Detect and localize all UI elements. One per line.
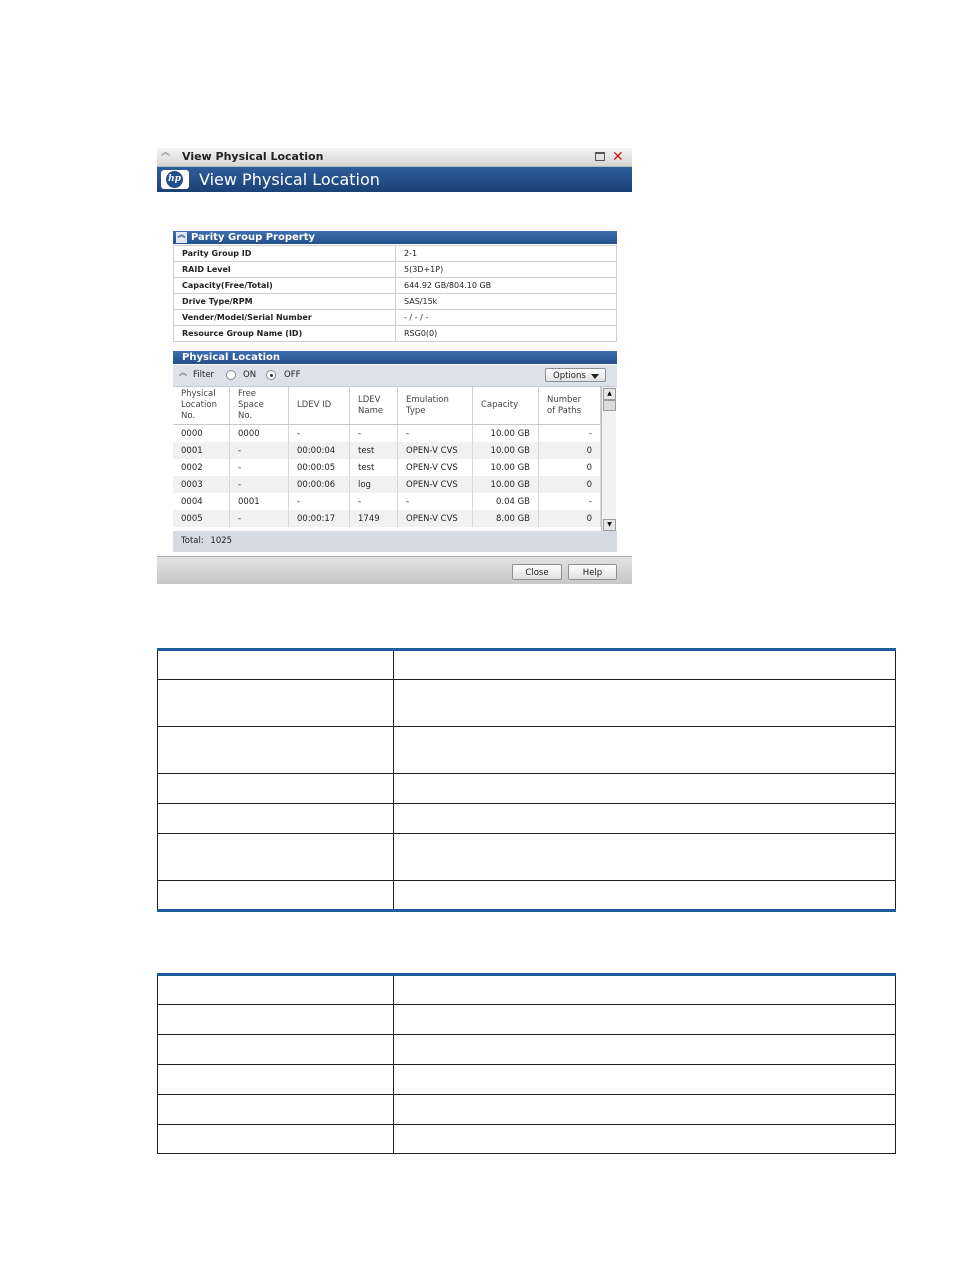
table-cell (158, 1125, 394, 1154)
close-button[interactable]: Close (512, 564, 562, 580)
cell-physical-location-no: 0004 (173, 493, 230, 510)
header-line: Number (547, 394, 582, 405)
cell-emulation-type: OPEN-V CVS (398, 459, 473, 476)
cell-capacity: 8.00 GB (473, 510, 539, 527)
table-header-row (158, 975, 896, 1005)
cell-capacity: 0.04 GB (473, 493, 539, 510)
scroll-down-icon[interactable]: ▼ (603, 519, 616, 531)
column-header-emulation-type[interactable] (398, 387, 473, 425)
cell-ldev-name: log (350, 476, 398, 493)
table-cell (394, 1095, 896, 1125)
document-table-1 (157, 648, 896, 912)
cell-capacity: 10.00 GB (473, 459, 539, 476)
property-label: Resource Group Name (ID) (174, 326, 396, 342)
header-line: LDEV (358, 394, 381, 405)
cell-emulation-type: OPEN-V CVS (398, 442, 473, 459)
table-row (158, 1095, 896, 1125)
table-row[interactable] (173, 459, 601, 476)
table-row (158, 727, 896, 774)
cell-ldev-name: - (350, 493, 398, 510)
column-header-free-space-no[interactable] (230, 387, 289, 425)
physical-location-grid (173, 387, 617, 531)
property-value: SAS/15k (396, 294, 617, 310)
cell-emulation-type: OPEN-V CVS (398, 476, 473, 493)
parity-group-property-table (173, 245, 617, 342)
options-label: Options (553, 371, 586, 381)
column-header-ldev-id[interactable] (289, 387, 350, 425)
hp-logo-mark: hp (166, 171, 183, 188)
property-value: 644.92 GB/804.10 GB (396, 278, 617, 294)
table-row (158, 1065, 896, 1095)
cell-capacity: 10.00 GB (473, 476, 539, 493)
header-cell (394, 975, 896, 1005)
expand-filter-icon[interactable]: ︽ (179, 368, 187, 377)
property-row (174, 246, 617, 262)
column-header-ldev-name[interactable] (350, 387, 398, 425)
table-cell (394, 1035, 896, 1065)
table-cell (158, 680, 394, 727)
cell-ldev-name: test (350, 442, 398, 459)
cell-number-of-paths: - (539, 493, 601, 510)
table-row[interactable] (173, 425, 601, 443)
table-cell (394, 804, 896, 834)
cell-ldev-id: - (289, 493, 350, 510)
options-dropdown[interactable] (545, 368, 606, 382)
header-line: Location (181, 400, 217, 410)
property-row (174, 278, 617, 294)
property-row (174, 294, 617, 310)
help-button[interactable]: Help (568, 564, 617, 580)
banner-title: View Physical Location (199, 170, 380, 189)
header-line: Name (358, 405, 384, 416)
table-cell (158, 881, 394, 911)
table-row[interactable] (173, 510, 601, 527)
table-cell (394, 834, 896, 881)
header-cell (158, 650, 394, 680)
column-header-capacity[interactable] (473, 387, 539, 425)
total-value: 1025 (210, 536, 233, 546)
total-label: Total: (181, 536, 204, 546)
header-cell (158, 975, 394, 1005)
table-cell (394, 774, 896, 804)
header-line: No. (238, 411, 253, 421)
parity-group-property-header[interactable] (173, 231, 617, 244)
property-value: 5(3D+1P) (396, 262, 617, 278)
cell-physical-location-no: 0000 (173, 425, 230, 443)
cell-physical-location-no: 0002 (173, 459, 230, 476)
column-header-physical-location-no[interactable] (173, 387, 230, 425)
cell-ldev-id: 00:00:06 (289, 476, 350, 493)
cell-ldev-id: 00:00:17 (289, 510, 350, 527)
table-row (158, 1125, 896, 1154)
filter-off-radio[interactable] (266, 370, 276, 380)
table-cell (158, 1005, 394, 1035)
table-cell (158, 834, 394, 881)
cell-emulation-type: - (398, 425, 473, 443)
cell-physical-location-no: 0003 (173, 476, 230, 493)
table-cell (394, 680, 896, 727)
cell-emulation-type: OPEN-V CVS (398, 510, 473, 527)
table-row (158, 1005, 896, 1035)
header-cell (394, 650, 896, 680)
header-line: of Paths (547, 405, 581, 416)
cell-number-of-paths: 0 (539, 459, 601, 476)
table-row (158, 881, 896, 911)
caret-down-icon (591, 374, 599, 379)
window-title: View Physical Location (182, 150, 324, 163)
header-line: Capacity (481, 400, 519, 410)
cell-physical-location-no: 0005 (173, 510, 230, 527)
column-header-number-of-paths[interactable] (539, 387, 601, 425)
cell-capacity: 10.00 GB (473, 442, 539, 459)
property-row (174, 326, 617, 342)
dialog-banner (157, 167, 632, 192)
view-physical-location-dialog (157, 148, 632, 583)
table-cell (158, 1095, 394, 1125)
table-row[interactable] (173, 476, 601, 493)
property-label: Capacity(Free/Total) (174, 278, 396, 294)
table-cell (158, 774, 394, 804)
table-cell (158, 1065, 394, 1095)
window-titlebar (157, 148, 632, 167)
total-bar (173, 531, 617, 552)
table-cell (394, 881, 896, 911)
filter-on-radio[interactable] (226, 370, 236, 380)
cell-physical-location-no: 0001 (173, 442, 230, 459)
header-line: Physical (181, 389, 216, 399)
table-row (158, 834, 896, 881)
table-row (158, 804, 896, 834)
property-value: - / - / - (396, 310, 617, 326)
table-cell (394, 1125, 896, 1154)
cell-number-of-paths: 0 (539, 442, 601, 459)
cell-ldev-name: - (350, 425, 398, 443)
cell-free-space-no: - (230, 459, 289, 476)
physical-location-table (173, 387, 601, 527)
table-cell (158, 804, 394, 834)
property-value: RSG0(0) (396, 326, 617, 342)
property-value: 2-1 (396, 246, 617, 262)
cell-free-space-no: - (230, 510, 289, 527)
filter-off-label[interactable]: OFF (284, 370, 301, 380)
cell-free-space-no: - (230, 476, 289, 493)
filter-label: Filter (193, 370, 215, 380)
table-row[interactable] (173, 493, 601, 510)
property-label: Vender/Model/Serial Number (174, 310, 396, 326)
header-line: No. (181, 411, 196, 421)
table-row (158, 774, 896, 804)
cell-ldev-id: 00:00:05 (289, 459, 350, 476)
vertical-scrollbar[interactable] (601, 387, 616, 531)
table-cell (158, 727, 394, 774)
header-line: Space (238, 400, 264, 410)
cell-emulation-type: - (398, 493, 473, 510)
table-cell (394, 1005, 896, 1035)
property-label: Drive Type/RPM (174, 294, 396, 310)
table-cell (158, 1035, 394, 1065)
maximize-icon[interactable] (595, 152, 605, 161)
scroll-up-icon[interactable]: ▲ (603, 388, 616, 400)
cell-free-space-no: 0001 (230, 493, 289, 510)
collapse-section-icon[interactable]: ︽ (176, 232, 187, 243)
table-cell (394, 727, 896, 774)
dialog-content (157, 192, 632, 556)
header-line: Type (406, 405, 426, 416)
collapse-icon[interactable]: ︽ (161, 148, 171, 158)
cell-ldev-name: test (350, 459, 398, 476)
cell-ldev-id: 00:00:04 (289, 442, 350, 459)
property-label: Parity Group ID (174, 246, 396, 262)
table-row[interactable] (173, 442, 601, 459)
close-icon[interactable]: ✕ (612, 149, 624, 165)
table-header-row (158, 650, 896, 680)
cell-number-of-paths: - (539, 425, 601, 443)
scroll-thumb[interactable] (603, 400, 616, 411)
property-label: RAID Level (174, 262, 396, 278)
header-line: Emulation (406, 394, 449, 405)
header-line: LDEV ID (297, 400, 332, 410)
table-row (158, 680, 896, 727)
physical-location-header (173, 351, 617, 364)
section-title: Physical Location (182, 352, 281, 363)
dialog-footer (157, 556, 632, 584)
header-line: Free (238, 389, 257, 399)
hp-logo (161, 170, 189, 189)
cell-free-space-no: 0000 (230, 425, 289, 443)
cell-ldev-id: - (289, 425, 350, 443)
document-table-2 (157, 973, 896, 1154)
table-row (158, 1035, 896, 1065)
section-title: Parity Group Property (191, 232, 316, 243)
table-cell (394, 1065, 896, 1095)
cell-ldev-name: 1749 (350, 510, 398, 527)
filter-on-label[interactable]: ON (243, 370, 257, 380)
cell-capacity: 10.00 GB (473, 425, 539, 443)
property-row (174, 310, 617, 326)
filter-bar (173, 365, 617, 387)
cell-number-of-paths: 0 (539, 510, 601, 527)
property-row (174, 262, 617, 278)
table-header-row (173, 387, 601, 425)
cell-number-of-paths: 0 (539, 476, 601, 493)
cell-free-space-no: - (230, 442, 289, 459)
